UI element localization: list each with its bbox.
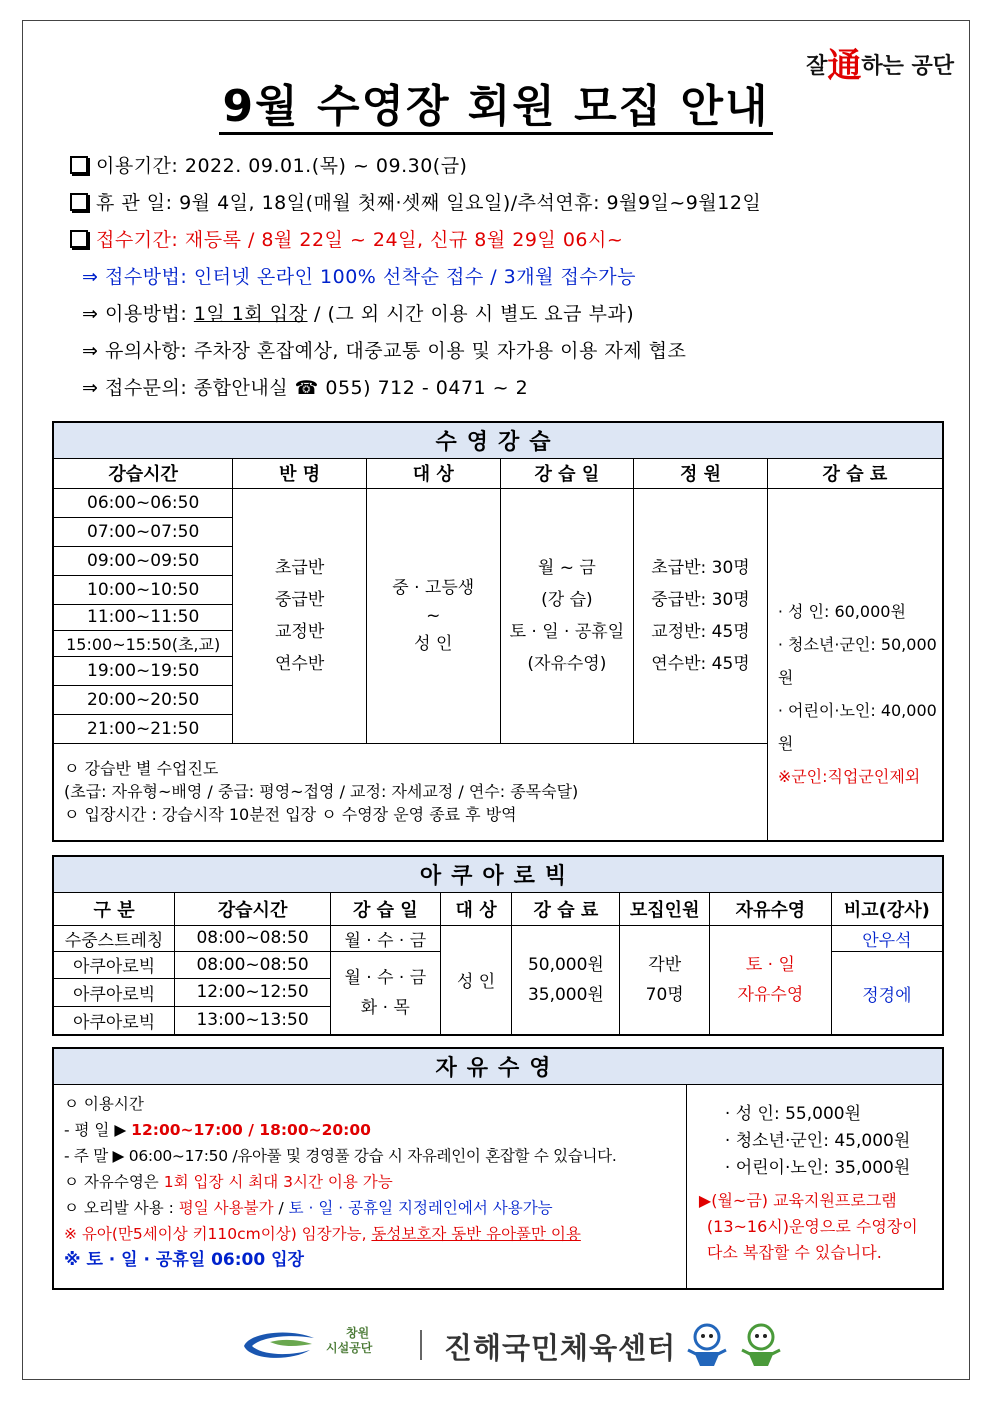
free-line: ※ 토 · 일 · 공휴일 06:00 입장	[64, 1249, 304, 1270]
time-slot: 07:00~07:50	[53, 517, 233, 546]
fee-line: · 성 인: 60,000원	[777, 602, 906, 622]
aqua-col-capacity: 모집인원	[620, 893, 710, 926]
class-list	[233, 488, 367, 743]
time-slot: 06:00~06:50	[53, 488, 233, 517]
target-line: ~	[426, 605, 441, 626]
capacity-line: 중급반: 30명	[651, 589, 750, 610]
days-line: 토 · 일 · 공휴일	[509, 621, 625, 642]
capacity-line: 연수반: 45명	[651, 653, 750, 674]
free-swim-table	[52, 1047, 944, 1290]
fins-sep: /	[273, 1198, 289, 1217]
info-period	[70, 150, 950, 187]
aqua-days-first: 월 · 수 · 금	[330, 925, 440, 951]
checkbox-icon	[70, 230, 88, 248]
time-slot: 11:00~11:50	[53, 604, 233, 630]
info-usage	[70, 298, 950, 335]
aqua-row-time: 12:00~12:50	[175, 978, 331, 1006]
slogan-hanja: 通	[827, 46, 862, 86]
aqua-instructor-1: 안우석	[831, 925, 943, 951]
info-closed	[70, 187, 950, 224]
page-title	[0, 70, 992, 134]
aqua-row-name: 아쿠아로빅	[53, 978, 175, 1006]
aqua-free-swim	[710, 925, 832, 1035]
slogan-post: 하는 공단	[861, 54, 954, 79]
free-line	[64, 1117, 676, 1143]
info-usage-pre: ⇒ 이용방법:	[82, 303, 194, 325]
info-registration	[70, 224, 950, 261]
checkbox-icon	[70, 193, 88, 211]
aqua-row-name: 수중스트레칭	[53, 925, 175, 951]
class-item: 교정반	[275, 621, 325, 642]
aqua-col-instructor: 비고(강사)	[831, 893, 943, 926]
aqua-target: 성 인	[440, 925, 512, 1035]
info-caution	[70, 335, 950, 372]
aqua-col-free-swim: 자유수영	[710, 893, 832, 926]
aqua-free-swim-line: 토 · 일	[745, 954, 795, 975]
free-line	[64, 1221, 676, 1247]
swim-lesson-table	[52, 421, 944, 842]
info-contact-number: 055) 712 - 0471 ~ 2	[318, 377, 529, 399]
info-method	[70, 261, 950, 298]
fee-cell	[767, 488, 943, 841]
aqua-row-name: 아쿠아로빅	[53, 1006, 175, 1035]
aqua-row-time: 08:00~08:50	[175, 925, 331, 951]
info-usage-post: / (그 외 시간 이용 시 별도 요금 부과)	[307, 303, 635, 325]
time-slot: 21:00~21:50	[53, 714, 233, 743]
col-capacity: 정 원	[634, 458, 768, 488]
free-limit-value: 1회 입장 시 최대 3시간 이용 가능	[163, 1172, 393, 1191]
time-slot: 20:00~20:50	[53, 685, 233, 714]
center-name: 진해국민체육센터	[444, 1331, 677, 1365]
class-item: 중급반	[275, 589, 325, 610]
swim-note-line: (초급: 자유형~배영 / 중급: 평영~접영 / 교정: 자세교정 / 연수: 종목숙달)	[64, 782, 579, 802]
fins-weekday: 평일 사용불가	[178, 1198, 274, 1217]
capacity-line: 교정반: 45명	[651, 621, 750, 642]
info-contact-pre: ⇒ 접수문의: 종합안내실	[82, 377, 295, 399]
aqua-capacity-line: 각반	[648, 954, 682, 975]
slogan-pre: 잘	[806, 54, 828, 79]
capacity-line: 초급반: 30명	[651, 557, 750, 578]
free-notice	[699, 1188, 930, 1266]
mascot-green-icon	[738, 1322, 784, 1368]
info-method-text: ⇒ 접수방법: 인터넷 온라인 100% 선착순 접수 / 3개월 접수가능	[82, 266, 636, 288]
free-line: - 주 말 ▶ 06:00~17:50 /유아풀 및 경영풀 강습 시 자유레인이 혼잡할 수 있습니다.	[64, 1146, 617, 1165]
free-notice-line: (13~16시)운영으로 수영장이	[706, 1216, 918, 1236]
fins-label: ㅇ 오리발 사용 :	[64, 1198, 179, 1217]
col-target: 대 상	[366, 458, 500, 488]
days-line: (자유수영)	[527, 653, 607, 674]
aqua-instructor-2: 정경에	[831, 952, 943, 1035]
fins-weekend: 토 · 일 · 공휴일 지정레인에서 사용가능	[288, 1198, 553, 1217]
info-registration-text: 접수기간: 재등록 / 8월 22일 ~ 24일, 신규 8월 29일 06시~	[96, 229, 624, 251]
fee-line: · 어린이·노인: 40,000원	[777, 701, 937, 754]
col-fee: 강 습 료	[767, 458, 943, 488]
days-line: 월 ~ 금	[537, 557, 596, 578]
aqua-days-line: 월 · 수 · 금	[344, 968, 427, 989]
info-closed-text: 휴 관 일: 9월 4일, 18일(매월 첫째·셋째 일요일)/추석연휴: 9월9일~9월12일	[96, 192, 762, 214]
free-header: 자유수영	[53, 1048, 943, 1084]
class-item: 초급반	[275, 557, 325, 578]
info-usage-underlined: 1일 1회 입장	[193, 303, 308, 325]
aqua-col-fee: 강 습 료	[512, 893, 620, 926]
free-details	[53, 1084, 686, 1289]
info-caution-text: ⇒ 유의사항: 주차장 혼잡예상, 대중교통 이용 및 자가용 이용 자제 협조	[82, 340, 687, 362]
free-notice-line: 다소 복잡할 수 있습니다.	[706, 1242, 882, 1262]
aqua-row-name: 아쿠아로빅	[53, 952, 175, 978]
info-section	[70, 150, 950, 409]
swim-header: 수영강습	[53, 422, 943, 458]
free-limit-label: ㅇ 자유수영은	[64, 1172, 164, 1191]
aqua-col-target: 대 상	[440, 893, 512, 926]
target-cell	[366, 488, 500, 743]
page-title-text: 9월 수영장 회원 모집 안내	[219, 81, 774, 135]
capacity-cell	[634, 488, 768, 743]
free-fee-line: · 청소년·군인: 45,000원	[724, 1130, 911, 1151]
info-contact	[70, 372, 950, 409]
phone-icon: ☎	[294, 377, 319, 399]
target-line: 성 인	[414, 633, 453, 654]
free-fees	[686, 1084, 943, 1289]
child-rule: ※ 유아(만5세이상 키110cm이상) 임장가능,	[64, 1224, 372, 1243]
time-slot: 10:00~10:50	[53, 575, 233, 604]
footer	[0, 1320, 992, 1370]
class-item: 연수반	[275, 653, 325, 674]
swim-notes	[53, 743, 767, 841]
mascot-blue-icon	[684, 1322, 730, 1368]
time-slot: 15:00~15:50(초,교)	[53, 630, 233, 656]
child-rule-underlined: 동성보호자 동반 유아풀만 이용	[371, 1224, 581, 1243]
aqua-col-days: 강 습 일	[330, 893, 440, 926]
fee-note: ※군인:직업군인제외	[777, 767, 921, 787]
checkbox-icon	[70, 156, 88, 174]
org-name-line1: 창원	[346, 1326, 370, 1340]
aqua-header: 아쿠아로빅	[53, 856, 943, 893]
col-time: 강습시간	[53, 458, 233, 488]
org-logo-icon	[240, 1326, 320, 1362]
days-line: (강 습)	[541, 589, 593, 610]
free-notice-line: ▶(월~금) 교육지원프로그램	[698, 1190, 897, 1210]
swim-note-line: ㅇ 입장시간 : 강습시작 10분전 입장 ㅇ 수영장 운영 종료 후 방역	[64, 805, 517, 825]
info-period-text: 이용기간: 2022. 09.01.(목) ~ 09.30(금)	[96, 155, 468, 177]
target-line: 중 · 고등생	[392, 577, 475, 598]
aqua-fee-line: 35,000원	[527, 984, 604, 1005]
free-fee-line: · 성 인: 55,000원	[724, 1103, 861, 1124]
free-line: ㅇ 이용시간	[64, 1094, 144, 1113]
org-logo-text	[326, 1326, 372, 1356]
aqua-capacity-line: 70명	[645, 984, 684, 1005]
aqua-days-line: 화 · 목	[360, 998, 410, 1019]
free-line	[64, 1169, 676, 1195]
aqua-fee	[512, 925, 620, 1035]
time-slot: 19:00~19:50	[53, 656, 233, 685]
aqua-row-time: 13:00~13:50	[175, 1006, 331, 1035]
aqua-capacity	[620, 925, 710, 1035]
free-weekday-label: - 평 일 ▶	[64, 1120, 132, 1139]
aqua-fee-line: 50,000원	[527, 954, 604, 975]
free-line	[64, 1195, 676, 1221]
fee-line: · 청소년·군인: 50,000원	[777, 635, 937, 688]
free-fee-line: · 어린이·노인: 35,000원	[724, 1157, 911, 1178]
col-class: 반 명	[233, 458, 367, 488]
aqua-days-rest	[330, 952, 440, 1035]
aqua-col-category: 구 분	[53, 893, 175, 926]
footer-divider	[420, 1330, 422, 1360]
free-weekday-hours: 12:00~17:00 / 18:00~20:00	[131, 1120, 371, 1139]
aquarobic-table	[52, 855, 944, 1036]
aqua-free-swim-line: 자유수영	[737, 984, 804, 1005]
swim-note-line: ㅇ 강습반 별 수업진도	[64, 759, 219, 779]
org-name-line2: 시설공단	[326, 1341, 373, 1355]
col-days: 강 습 일	[500, 458, 634, 488]
days-cell	[500, 488, 634, 743]
aqua-row-time: 08:00~08:50	[175, 952, 331, 978]
time-slot: 09:00~09:50	[53, 546, 233, 575]
aqua-col-time: 강습시간	[175, 893, 331, 926]
